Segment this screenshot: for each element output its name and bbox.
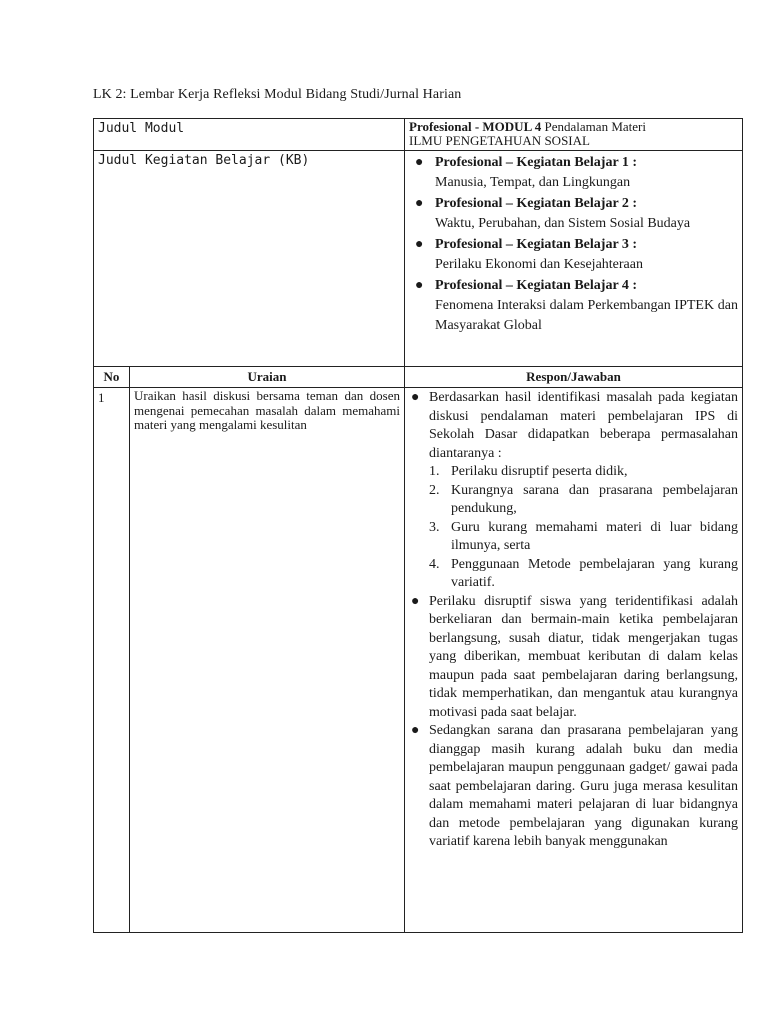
kb-item-desc: Fenomena Interaksi dalam Perkembangan IPTEK dan Masyarakat Global bbox=[435, 298, 738, 333]
kb-item bbox=[409, 276, 738, 336]
kb-item bbox=[409, 194, 738, 234]
kb-item-desc: Waktu, Perubahan, dan Sistem Sosial Budaya bbox=[435, 216, 691, 231]
problem-item bbox=[429, 519, 738, 556]
problem-item bbox=[429, 482, 738, 519]
problem-list bbox=[429, 463, 738, 593]
modul-subject: ILMU PENGETAHUAN SOSIAL bbox=[409, 133, 590, 148]
respon-item bbox=[407, 593, 738, 723]
problem-text: Penggunaan Metode pembelajaran yang kurang variatif. bbox=[451, 556, 738, 590]
respon-cell bbox=[405, 388, 743, 933]
kb-item-title: Profesional – Kegiatan Belajar 4 : bbox=[435, 278, 638, 293]
problem-num: 4. bbox=[429, 556, 440, 572]
kb-item-title: Profesional – Kegiatan Belajar 2 : bbox=[435, 196, 638, 211]
modul-rest: Pendalaman Materi bbox=[544, 119, 646, 134]
bullet-icon: ● bbox=[411, 390, 420, 405]
kb-list bbox=[409, 153, 738, 336]
table-header-row bbox=[94, 367, 743, 388]
kb-row bbox=[94, 151, 743, 367]
header-no: No bbox=[94, 367, 130, 388]
problem-item bbox=[429, 556, 738, 593]
problem-num: 2. bbox=[429, 482, 440, 498]
header-uraian: Uraian bbox=[130, 367, 405, 388]
uraian-cell bbox=[130, 388, 405, 933]
kb-item-title: Profesional – Kegiatan Belajar 3 : bbox=[435, 237, 638, 252]
problem-num: 3. bbox=[429, 519, 440, 535]
kb-label: Judul Kegiatan Belajar (KB) bbox=[94, 151, 405, 367]
kb-item-desc: Perilaku Ekonomi dan Kesejahteraan bbox=[435, 257, 643, 272]
kb-item-desc: Manusia, Tempat, dan Lingkungan bbox=[435, 175, 631, 190]
bullet-icon: ● bbox=[415, 196, 424, 211]
worksheet-table bbox=[93, 118, 743, 933]
respon-intro: Berdasarkan hasil identifikasi masalah pada kegiatan diskusi pendalaman materi pembelajaran IPS di Sekolah Dasar didapatkan beberapa permasalahan diantaranya : bbox=[429, 390, 738, 461]
problem-text: Kurangnya sarana dan prasarana pembelajaran pendukung, bbox=[451, 482, 738, 516]
respon-item bbox=[407, 722, 738, 852]
modul-row bbox=[94, 119, 743, 151]
row-number: 1 bbox=[94, 388, 130, 933]
header-respon: Respon/Jawaban bbox=[405, 367, 743, 388]
respon-item bbox=[407, 389, 738, 593]
problem-text: Perilaku disruptif peserta didik, bbox=[451, 464, 628, 479]
kb-value bbox=[405, 151, 743, 367]
table-row bbox=[94, 388, 743, 933]
kb-item-title: Profesional – Kegiatan Belajar 1 : bbox=[435, 155, 638, 170]
modul-label: Judul Modul bbox=[94, 119, 405, 151]
kb-item bbox=[409, 235, 738, 275]
kb-item bbox=[409, 153, 738, 193]
bullet-icon: ● bbox=[411, 593, 420, 609]
page-title: LK 2: Lembar Kerja Refleksi Modul Bidang Studi/Jurnal Harian bbox=[93, 87, 462, 102]
problem-num: 1. bbox=[429, 464, 440, 479]
respon-paragraph: Perilaku disruptif siswa yang teridentifikasi adalah berkeliaran dan bermain-main ketika pembelajaran berlangsung, susah diatur, tidak mengerjakan tugas yang diberikan, membuat keributan di dalam kelas maupun pada saat pembelajaran daring berlangsung, tidak memperhatikan, dan mengantuk atau kurangnya motivasi pada saat belajar. bbox=[429, 593, 738, 720]
respon-paragraph: Sedangkan sarana dan prasarana pembelajaran yang dianggap masih kurang adalah buku dan media pembelajaran maupun penggunaan gadget/ gawai pada saat pembelajaran daring. Guru juga merasa kesulitan dalam memahami materi pelajaran di luar bidangnya dan metode pembelajaran yang digunakan kurang variatif karena lebih banyak menggunakan bbox=[429, 723, 738, 849]
bullet-icon: ● bbox=[411, 723, 420, 738]
uraian-text: Uraikan hasil diskusi bersama teman dan dosen mengenai pemecahan masalah dalam memahami materi yang mengalami kesulitan bbox=[134, 388, 400, 432]
bullet-icon: ● bbox=[415, 155, 424, 170]
bullet-icon: ● bbox=[415, 278, 424, 293]
modul-value bbox=[405, 119, 743, 151]
modul-prefix: Profesional - MODUL 4 bbox=[409, 119, 542, 134]
problem-text: Guru kurang memahami materi di luar bidang ilmunya, serta bbox=[451, 519, 738, 553]
bullet-icon: ● bbox=[415, 237, 424, 252]
problem-item bbox=[429, 463, 738, 482]
